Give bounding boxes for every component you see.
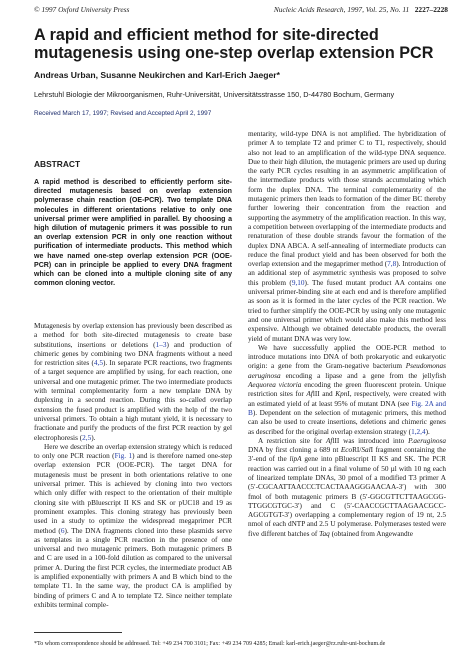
text-run: RI/ bbox=[352, 446, 362, 455]
paragraph bbox=[248, 130, 446, 344]
citation-link[interactable]: Fig. 2A and B bbox=[248, 399, 446, 417]
italic-text: Kpn bbox=[335, 390, 348, 399]
text-run: DNA by first cloning a 689 nt bbox=[248, 446, 341, 455]
text-run: ) and is therefore named one-step overlap extension PCR (OOE-PCR). The target DNA for mutagenesis must be present in both orientations relative to one universal primer. This is achieved by cloning into two vectors which only differ with respect to the orientation of their multiple cloning site with pBluescript II KS and SK or pUC18 and 19 as prominent examples. This cloning strategy has previously been used in a study to optimize the widespread megaprimer PCR method ( bbox=[34, 452, 233, 535]
text-run: ). Introduction of an additional step of asymmetric synthesis was proposed to solve this problem ( bbox=[248, 260, 446, 287]
italic-text: Sal bbox=[361, 446, 371, 455]
text-run: Mutagenesis by overlap extension has previously been described as a method for both site-directed mutagenesis to create base substitutions, insertions or deletions ( bbox=[34, 322, 232, 349]
citation-link[interactable]: 4,5 bbox=[93, 359, 103, 368]
citation-link[interactable]: 6 bbox=[60, 526, 65, 535]
text-run: We have successfully applied the OOE-PCR method to introduce mutations into DNA of both prokaryotic and eukaryotic origin: a gene from the Gram-negative bacterium bbox=[248, 343, 446, 371]
page-range: 2227–2228 bbox=[414, 5, 448, 14]
affiliation: Lehrstuhl Biologie der Mikroorganismen, Ruhr-Universität, Universitätsstrasse 150, D-44780 Bochum, Germany bbox=[34, 90, 395, 99]
running-head bbox=[34, 5, 448, 17]
italic-text: Af bbox=[306, 390, 313, 399]
footnote-divider bbox=[34, 632, 122, 633]
text-run: ). The DNA fragments cloned into these plasmids serve as templates in a single PCR reaction in the presence of one universal and two mutagenic primers. Both mutagenic primers B and C are used in a 100-fold dilution as compared to the universal primer A. During the first PCR cycles, the intermediate product AB is amplified exponentially with primers A and B which bind to the template T1. In the same way, the product CA is amplified by binding of primers C and A to template T2. Since neither template exhibits terminal comple- bbox=[34, 526, 232, 609]
journal-name: Nucleic Acids Research, 1997, Vol. 25, No. 11 bbox=[273, 5, 410, 14]
citation-link[interactable]: 2,5 bbox=[82, 433, 92, 442]
text-run: gene into pBluescript II KS and SK. The PCR reaction was carried out in a final volume of 50 µl with 10 ng each of linearized template DNAs, 30 pmol of a modified T3 primer A (5′-CGCAATTAACCCTCACTAAAGGGAACAA-3′) with 300 fmol of both mutagenic primers B (5′-GGCGTTCTTAAGCGG-TTGGCGTGC-3′) and C (5′-CAACCGCTTAAGAACGCC-AGCGTGT-3′) overlapping a complementary region of 19 nt, 2.5 nmol of each dNTP and 2.5 U polymerase. Polymerases tested were five different batches of bbox=[248, 455, 446, 538]
text-run: ). In separate PCR reactions, two fragments of a target sequence are amplified by using, for each reaction, one universal and one mutagenic primer. The two intermediate products with terminal complementarity form a new template DNA by duplexing in a second reaction. During this so-called overlap extension the fused product is amplified with the help of the two universal primers. To obtain a high mutant yield, it is necessary to fractionate and purify the products of the first PCR reaction by gel electrophoresis ( bbox=[34, 359, 232, 442]
italic-text: Taq bbox=[319, 529, 330, 538]
received-dates: Received March 17, 1997; Revised and Accepted April 2, 1997 bbox=[34, 110, 212, 117]
text-run: I fragment containing the 3′-end of the bbox=[248, 446, 446, 464]
text-run: ). bbox=[91, 433, 96, 442]
text-run: ). bbox=[425, 427, 430, 436]
italic-text: P.aeruginosa bbox=[408, 436, 446, 445]
text-run: Here we describe an overlap extension strategy which is reduced to only one PCR reaction ( bbox=[34, 442, 232, 461]
text-run: encoding a lipase and a gene from the jellyfish bbox=[280, 371, 446, 380]
italic-text: Pseudomonas aeruginosa bbox=[248, 362, 446, 380]
journal-citation bbox=[274, 5, 448, 14]
citation-link[interactable]: 7,8 bbox=[387, 260, 397, 269]
article-title: A rapid and efficient method for site-directed mutagenesis using one-step overlap extension PCR bbox=[34, 26, 434, 62]
paragraph bbox=[34, 322, 232, 443]
citation-link[interactable]: 9,10 bbox=[291, 278, 305, 287]
citation-link[interactable]: Fig. 1 bbox=[114, 452, 133, 461]
text-run: ). The fused mutant product AA contains one universal primer-binding site at each end and is therefore amplified as soon as it is formed in the later cycles of the PCR reaction. We tried to further simplify the OOE-PCR by using only one mutagenic and one universal primer which would also make this method less expensive. Although we obtained detectable products, the overall yield of mutant DNA was very low. bbox=[248, 278, 446, 343]
text-run: mentarity, wild-type DNA is not amplified. The hybridization of primer A to template T2 and primer C to T1, respectively, should also not lead to an amplification of the wild-type DNA sequence. Due to their high dilution, the mutagenic primers are used up during the early PCR cycles resulting in an asymmetric amplification of the intermediate products with those strands accumulating which form the duplex DNA. The terminal complementarity of the mutagenic primers then leads to formation of the dimer BC thereby further lowering their concentration from the reaction and supporting the asymmetry of the amplification reaction. In this way, a competition between overlapping of the intermediate products and renaturation of these double strands favour the formation of the duplex DNA ABCA. A self-annealing of intermediate products can reduce the final product yield and has been observed for both the overlap extension and the megaprimer method ( bbox=[248, 130, 446, 269]
paragraph bbox=[248, 344, 446, 437]
citation-link[interactable]: 1–3 bbox=[155, 340, 167, 349]
correspondence-footnote: *To whom correspondence should be addressed. Tel: +49 234 700 3101; Fax: +49 234 709 4285; Email: karl-erich.jaeger@rz.ruhr-uni-bochum.de bbox=[34, 641, 386, 647]
abstract-text: A rapid method is described to efficiently perform site-directed mutagenesis based on overlap extension polymerase chain reaction (OE-PCR). Two template DNA molecules in different orientations relative to only one universal primer were amplified in parallel. By choosing a high dilution of mutagenic primers it was possible to run an overlap extension PCR in only one reaction without purification of intermediate products. This method which we have named one-step overlap extension PCR (OOE-PCR) can in principle be applied to every DNA fragment which can be cloned into a multiple cloning site of any common cloning vector. bbox=[34, 179, 232, 288]
right-column-body bbox=[248, 130, 446, 539]
copyright-line: © 1997 Oxford University Press bbox=[34, 5, 130, 14]
text-run: I, respectively, were created with an estimated yield of at least 95% of mutant DNA (see bbox=[248, 390, 446, 408]
text-run: lII was introduced into bbox=[332, 436, 409, 445]
italic-text: Af bbox=[325, 436, 333, 445]
paragraph bbox=[34, 443, 232, 610]
text-run: (obtained from Angewandte bbox=[329, 529, 413, 538]
left-column-body bbox=[34, 322, 232, 610]
author-list: Andreas Urban, Susanne Neukirchen and Karl-Erich Jaeger* bbox=[34, 70, 280, 80]
italic-text: lipA bbox=[289, 455, 302, 464]
text-run: encoding the green fluorescent protein. Unique restriction sites for bbox=[248, 381, 446, 399]
abstract-heading: ABSTRACT bbox=[34, 159, 81, 169]
paragraph bbox=[248, 437, 446, 539]
italic-text: Eco bbox=[340, 446, 353, 455]
citation-link[interactable]: 1,2,4 bbox=[411, 427, 426, 436]
text-run: ). Dependent on the selection of mutagenic primers, this method can also be used to create insertions, deletions and chimeric genes as described for the original overlap extension strategy ( bbox=[248, 408, 446, 436]
italic-text: Aequorea victoria bbox=[248, 381, 302, 390]
text-run: ) and production of chimeric genes by combining two DNA fragments without a need for restriction sites ( bbox=[34, 340, 232, 368]
text-run: A restriction site for bbox=[258, 436, 326, 445]
text-run: lII and bbox=[312, 390, 336, 399]
